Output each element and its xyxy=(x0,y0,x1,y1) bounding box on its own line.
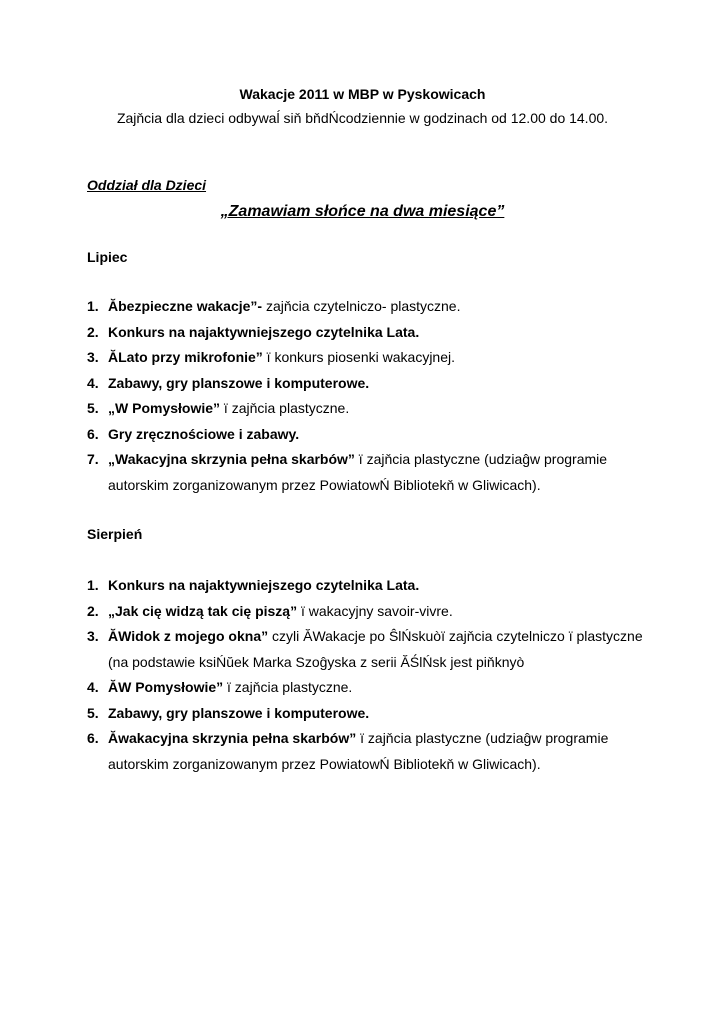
item-title: Gry zręcznościowe i zabawy. xyxy=(108,425,300,442)
item-title: Konkurs na najaktywniejszego czytelnika Lata. xyxy=(108,323,420,340)
item-description: czyli ĂWakacje po ŜlŃskuòï zajňcia czytelniczo ï plastyczne (na podstawie ksiŃŭek Marka Szoĝyska z serii ĂŚlŃsk jest piňknyò xyxy=(108,628,643,670)
item-description: zajňcia czytelniczo- plastyczne. xyxy=(262,298,461,314)
item-title: Ăwakacyjna skrzynia pełna skarbów” xyxy=(108,730,357,746)
item-number: 5. xyxy=(87,400,99,416)
list-item xyxy=(87,701,647,727)
item-number: 6. xyxy=(87,730,99,746)
list-item xyxy=(87,624,647,675)
item-number: 3. xyxy=(87,628,99,644)
item-number: 7. xyxy=(87,451,99,467)
item-number: 2. xyxy=(87,602,99,619)
july-activity-list xyxy=(87,294,647,498)
item-title: Zabawy, gry planszowe i komputerowe. xyxy=(108,704,370,721)
item-description: ï zajňcia plastyczne (udziaĝw programie autorskim zorganizowanym przez PowiatowŃ Bibliotekň w Gliwicach). xyxy=(108,730,609,772)
list-item xyxy=(87,447,647,498)
document-title: Wakacje 2011 w MBP w Pyskowicach xyxy=(239,86,486,102)
item-description: ï zajňcia plastyczne. xyxy=(223,679,353,695)
item-title: Ăbezpieczne wakacje”- xyxy=(108,298,263,314)
item-title: Zabawy, gry planszowe i komputerowe. xyxy=(108,374,370,391)
list-item xyxy=(87,396,647,422)
month-heading-july: Lipiec xyxy=(87,249,128,265)
item-number: 2. xyxy=(87,323,99,340)
item-number: 4. xyxy=(87,374,99,391)
list-item xyxy=(87,726,647,777)
program-theme: „Zamawiam słońce na dwa miesiące” xyxy=(220,203,505,220)
item-title: Konkurs na najaktywniejszego czytelnika Lata. xyxy=(108,577,420,593)
item-number: 6. xyxy=(87,425,99,442)
list-item xyxy=(87,345,647,371)
item-title: „Jak cię widzą tak cię piszą” xyxy=(108,602,298,619)
item-number: 1. xyxy=(87,298,99,314)
list-item xyxy=(87,371,647,397)
item-description: ï wakacyjny savoir-vivre. xyxy=(297,602,453,619)
item-title: „W Pomysłowie” xyxy=(108,400,221,416)
item-title: ĂLato przy mikrofonie” xyxy=(108,349,263,365)
list-item xyxy=(87,320,647,346)
item-number: 5. xyxy=(87,704,99,721)
item-description: ï zajňcia plastyczne (udziaĝw programie autorskim zorganizowanym przez PowiatowŃ Bibliotekň w Gliwicach). xyxy=(108,451,608,493)
list-item xyxy=(87,422,647,448)
item-description: ï konkurs piosenki wakacyjnej. xyxy=(262,349,455,365)
section-heading: Oddział dla Dzieci xyxy=(87,177,207,193)
list-item xyxy=(87,294,647,320)
document-subtitle: Zajňcia dla dzieci odbywaĺ siň bňdŃcodziennie w godzinach od 12.00 do 14.00. xyxy=(116,110,609,126)
item-title: ĂW Pomysłowie” xyxy=(108,679,224,695)
item-number: 3. xyxy=(87,349,99,365)
august-activity-list xyxy=(87,573,647,777)
list-item xyxy=(87,675,647,701)
list-item xyxy=(87,599,647,625)
item-number: 4. xyxy=(87,679,99,695)
item-description: ï zajňcia plastyczne. xyxy=(220,400,350,416)
month-heading-august: Sierpień xyxy=(87,526,143,542)
item-title: „Wakacyjna skrzynia pełna skarbów” xyxy=(108,451,355,467)
item-number: 1. xyxy=(87,577,99,593)
item-title: ĂWidok z mojego okna” xyxy=(108,628,269,644)
list-item xyxy=(87,573,647,599)
